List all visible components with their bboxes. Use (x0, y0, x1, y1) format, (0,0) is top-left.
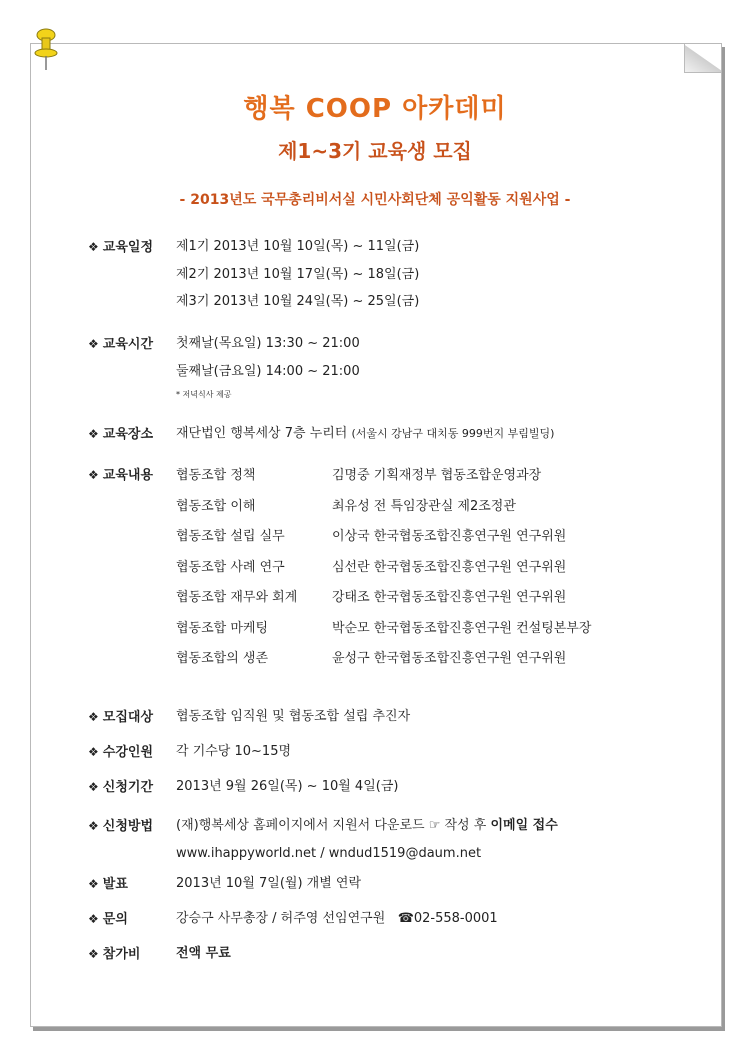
bullet-icon: ❖ (88, 819, 99, 833)
bullet-icon: ❖ (88, 240, 99, 254)
place-text: 재단법인 행복세상 7층 누리터 (176, 426, 348, 441)
method-text-bold: 이메일 접수 (490, 818, 558, 833)
section-head: ❖ 교육내용 (88, 468, 153, 483)
bullet-icon: ❖ (88, 427, 99, 441)
page-title: 행복 COOP 아카데미 (243, 94, 507, 124)
place-detail: (서울시 강남구 대치동 999번지 부림빌딩) (351, 427, 555, 440)
method-links: www.ihappyworld.net / wndud1519@daum.net (176, 845, 482, 861)
method-text: (재)행복세상 홈페이지에서 지원서 다운로드 ☞ 작성 후 (176, 818, 487, 833)
contact-text: 강승구 사무총장 / 허주영 선임연구원 (176, 911, 386, 926)
time-line: 둘째날(금요일) 14:00 ~ 21:00 (176, 363, 360, 379)
content-row: 협동조합 설립 실무 이상국 한국협동조합진흥연구원 연구위원 (176, 529, 567, 544)
time-note: * 저녁식사 제공 (176, 390, 232, 399)
schedule-line: 제1기 2013년 10월 10일(목) ~ 11일(금) (176, 239, 420, 254)
bullet-icon: ❖ (88, 877, 99, 891)
section-head: ❖ 신청기간 (88, 780, 153, 795)
content-row: 협동조합 재무와 회계 강태조 한국협동조합진흥연구원 연구위원 (176, 590, 567, 605)
bullet-icon: ❖ (88, 947, 99, 961)
content-row: 협동조합 이해 최유성 전 특임장관실 제2조정관 (176, 498, 516, 514)
section-head: ❖ 교육시간 (88, 337, 153, 352)
content-row: 협동조합 사례 연구 심선란 한국협동조합진흥연구원 연구위원 (176, 559, 567, 575)
bullet-icon: ❖ (88, 337, 99, 351)
content-row: 협동조합 정책 김명중 기획재정부 협동조합운영과장 (176, 468, 542, 483)
fee-text: 전액 무료 (176, 946, 231, 961)
pushpin-icon (26, 26, 66, 72)
schedule-line: 제2기 2013년 10월 17일(목) ~ 18일(금) (176, 266, 420, 282)
content-row: 협동조합 마케팅 박순모 한국협동조합진흥연구원 컨설팅본부장 (176, 620, 592, 636)
page-subtitle: 제1~3기 교육생 모집 (278, 139, 472, 163)
time-line: 첫째날(목요일) 13:30 ~ 21:00 (176, 336, 360, 351)
content-row: 협동조합의 생존 윤성구 한국협동조합진흥연구원 연구위원 (176, 651, 567, 666)
bullet-icon: ❖ (88, 745, 99, 759)
bullet-icon: ❖ (88, 780, 99, 794)
section-head: ❖ 모집대상 (88, 710, 153, 725)
section-head: ❖ 신청방법 (88, 819, 153, 834)
schedule-line: 제3기 2013년 10월 24일(목) ~ 25일(금) (176, 294, 420, 309)
bullet-icon: ❖ (88, 710, 99, 724)
section-head: ❖ 교육일정 (88, 240, 153, 255)
page-fold-corner (684, 44, 721, 73)
section-head: ❖ 문의 (88, 912, 128, 927)
section-head: ❖ 수강인원 (88, 745, 153, 760)
capacity-text: 각 기수당 10~15명 (176, 744, 292, 759)
section-head: ❖ 참가비 (88, 947, 141, 962)
bullet-icon: ❖ (88, 468, 99, 482)
program-subtitle: - 2013년도 국무총리비서실 시민사회단체 공익활동 지원사업 - (179, 192, 571, 208)
section-head: ❖ 교육장소 (88, 427, 153, 442)
section-head: ❖ 발표 (88, 877, 128, 892)
announce-text: 2013년 10월 7일(월) 개별 연락 (176, 876, 362, 891)
target-text: 협동조합 임직원 및 협동조합 설립 추진자 (176, 709, 411, 724)
contact-phone: ☎02-558-0001 (397, 911, 498, 926)
bullet-icon: ❖ (88, 912, 99, 926)
period-text: 2013년 9월 26일(목) ~ 10월 4일(금) (176, 779, 399, 794)
